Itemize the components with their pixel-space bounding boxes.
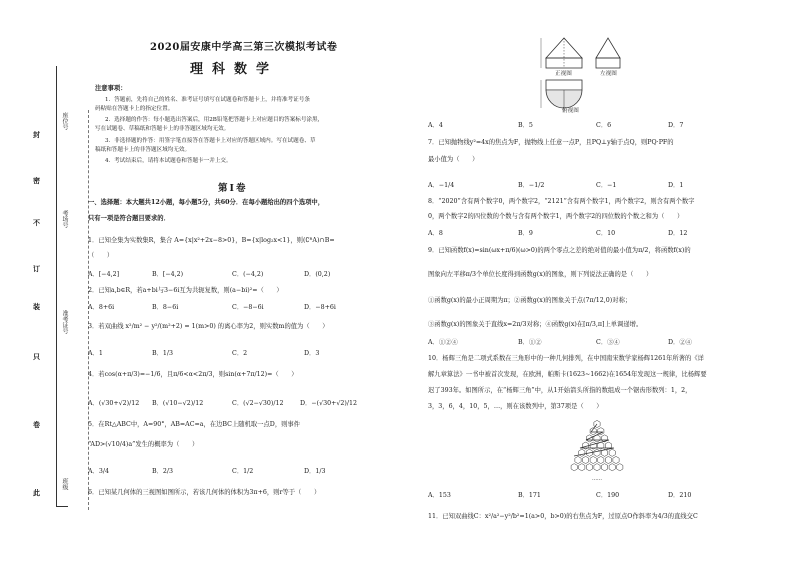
q2-option: D．−8+6i [304, 304, 336, 311]
svg-text:……: …… [592, 476, 602, 482]
q9-option: D．②④ [668, 339, 692, 346]
pascal-cell [613, 456, 619, 463]
q4-option: D．−(√30+√2)/12 [300, 400, 357, 407]
seal-char: 封 [33, 130, 40, 139]
q5-option: B．2/3 [152, 468, 174, 475]
pascal-cell [617, 464, 623, 471]
q10-option: A．153 [428, 492, 451, 499]
q5-option: D．1/3 [304, 468, 326, 475]
left-view-triangle [596, 38, 620, 58]
pascal-cell [605, 456, 611, 463]
notice-title: 注意事项： [95, 85, 127, 92]
pascal-cell [582, 456, 588, 463]
pascal-cell [594, 464, 600, 471]
pascal-cell [601, 464, 607, 471]
q1-option: C．(−4,2) [232, 271, 264, 278]
pascal-cell [586, 464, 592, 471]
notice-line: 稿纸和答题卡上的非答题区域均无效。 [95, 147, 191, 153]
section-heading: 第Ⅰ卷 [218, 183, 248, 194]
seal-char: 装 [33, 302, 40, 311]
question-10-cont: 迟了393年。如图所示，在“杨辉三角”中，从1开始箭头所指的数组成一个锯齿形数列：1，2， [428, 387, 692, 394]
pascal-cell [579, 449, 585, 456]
pascal-cell [598, 456, 604, 463]
question-9-stmt: ③函数g(x)的图象关于直线x=2π/3对称；④函数g(x)在[π/3,π]上单调递增。 [428, 321, 643, 328]
seal-char: 卷 [33, 420, 40, 429]
q3-option: D．3 [304, 350, 320, 357]
q8-option: D．12 [668, 230, 688, 237]
q8-option: B．9 [518, 230, 533, 237]
q3-option: B．1/3 [152, 350, 174, 357]
class-underline [56, 506, 68, 507]
question-4: 4．若cos(α+π/3)=−1/6，且π/6<α<2π/3，则sin(α+7π/12)=（ ） [88, 371, 298, 378]
q7-option: C．−1 [596, 182, 617, 189]
q2-option: A．8+6i [88, 304, 115, 311]
q6-option: D．7 [668, 122, 684, 129]
q9-option: A．①②④ [428, 339, 458, 346]
q2-option: C．−8−6i [232, 304, 264, 311]
question-8: 8．“2020”含有两个数字0，两个数字2，“2121”含有两个数字1，两个数字2，则含有两个数字 [428, 198, 695, 205]
q5-option: A．3/4 [88, 468, 109, 475]
q8-option: A．8 [428, 230, 443, 237]
pascal-cell [579, 464, 585, 471]
q4-option: C．(√2−√30)/12 [232, 400, 284, 407]
section-intro: 只有一项是符合题目要求的． [88, 215, 170, 222]
question-9-stmt: ①函数g(x)的最小正周期为π；②函数g(x)的图象关于点(7π/12,0)对称； [428, 297, 632, 304]
question-8-cont: 0，两个数字2的四位数的个数与含有两个数字1，两个数字2的四位数的个数之和为（ ） [428, 213, 684, 220]
question-1-paren: （ ） [88, 252, 114, 259]
q10-option: D．210 [668, 492, 692, 499]
exam-id-label: 准考证号 [61, 310, 68, 334]
q4-option: B．(√10−√2)/12 [152, 400, 204, 407]
exam-room-label: 考场号 [61, 210, 68, 228]
pascal-triangle-figure [562, 418, 632, 484]
q1-option: A．[−4,2] [88, 271, 120, 278]
seal-char: 只 [33, 352, 40, 361]
notice-line: 3．非选择题的作答：用签字笔直接答在答题卡上对应的答题区域内。写在试题卷、草 [105, 138, 316, 144]
subject-title: 理科数学 [190, 62, 279, 77]
pascal-cell [594, 449, 600, 456]
question-10: 10．杨辉三角是二项式系数在三角形中的一种几何排列，在中国南宋数学家杨辉1261年所著的《详 [428, 355, 704, 362]
q3-option: A．1 [88, 350, 103, 357]
top-view-rect [546, 80, 582, 90]
notice-line: 1．答题前，先将自己的姓名、准考证号填写在试题卷和答题卡上，并将准考证号条 [105, 97, 310, 103]
q6-option: B．5 [518, 122, 533, 129]
question-10-cont: 解九章算法》一书中被首次发现，在欧洲，帕斯卡(1623~1662)在1654年发现这一规律，比杨辉要 [428, 371, 707, 378]
q8-option: C．10 [596, 230, 616, 237]
q3-option: C．2 [232, 350, 248, 357]
q7-option: A．−1/4 [428, 182, 455, 189]
class-label: 班级 [61, 478, 68, 490]
q1-option: D．(0,2) [304, 271, 331, 278]
question-3: 3．若双曲线 x²/m² − y²/(m²+2) = 1(m>0) 的离心率为2，则实数m的值为（ ） [88, 323, 329, 330]
question-11: 11．已知双曲线C：x²/a²−y²/b²=1(a>0，b>0)的右焦点为F，过原点O作斜率为4/3的直线交C [428, 513, 698, 520]
notice-line: 码粘贴在答题卡上的指定位置。 [95, 106, 174, 112]
side-view-label: 左视图 [600, 71, 617, 77]
section-intro: 一、选择题：本大题共12小题，每小题5分，共60分．在每小题给出的四个选项中， [88, 199, 325, 206]
q9-option: B．①② [518, 339, 542, 346]
pascal-cell [575, 456, 581, 463]
left-view-rect [596, 58, 620, 68]
seat-label: 座位号 [61, 112, 68, 130]
seal-char: 订 [33, 264, 40, 273]
binding-line [56, 66, 57, 506]
question-9: 9．已知函数f(x)=sin(ωx+π/6)(ω>0)的两个零点之差的绝对值的最小值为π/2，将函数f(x)的 [428, 247, 691, 254]
seal-char: 密 [33, 176, 40, 185]
notice-line: 2．选择题的作答：每小题选出答案后，用2B铅笔把答题卡上对应题目的答案标号涂黑， [105, 117, 324, 123]
top-view-label: 俯视图 [562, 108, 579, 114]
q7-option: D．1 [668, 182, 684, 189]
q6-option: C．6 [596, 122, 612, 129]
question-6: 6．已知某几何体的三视图如图所示，若该几何体的体积为3π+6，则r等于（ ） [88, 489, 321, 496]
q6-option: A．4 [428, 122, 443, 129]
pascal-cell [609, 449, 615, 456]
q4-option: A．(√30+√2)/12 [88, 400, 140, 407]
q10-option: B．171 [518, 492, 541, 499]
q9-option: C．③④ [596, 339, 620, 346]
q10-option: C．190 [596, 492, 620, 499]
front-view-label: 正视图 [555, 71, 572, 77]
question-9-cont: 图象向左平移π/3个单位长度得到函数g(x)的图象，则下列说法正确的是（ ） [428, 271, 653, 278]
exam-title: 2020届安康中学高三第三次模拟考试卷 [150, 42, 338, 53]
q5-option: C．1/2 [232, 468, 254, 475]
question-2: 2．已知a,b∈R，若a+bi与3−6i互为共轭复数，则(a−bi)²=（ ） [88, 287, 283, 294]
question-7-cont: 最小值为（ ） [428, 156, 479, 163]
pascal-cell [571, 464, 577, 471]
question-5: 5．在Rt△ABC中，A=90°，AB=AC=a，在边BC上随机取一点D，则事件 [88, 421, 301, 428]
q2-option: B．8−6i [152, 304, 179, 311]
pascal-cell [609, 464, 615, 471]
question-5-cont: “AD>(√10/4)a”发生的概率为（ ） [88, 441, 199, 448]
question-7: 7．已知抛物线y²=4x的焦点为F，抛物线上任意一点P，且PQ⊥y轴于点Q，则PQ·PF的 [428, 139, 674, 146]
seal-char: 此 [33, 488, 40, 497]
notice-line: 4．考试结束后，请将本试题卷和答题卡一并上交。 [105, 158, 232, 164]
question-1: 1．已知全集为实数集R，集合 A={x|x²+2x−8>0}，B={x|log₂x<1}，则(∁ᴿA)∩B= [88, 237, 335, 244]
q1-option: B．[−4,2) [152, 271, 184, 278]
pascal-cell [590, 456, 596, 463]
question-10-cont: 3，3，6，4，10，5，…，则在该数列中，第37项是（ ） [428, 403, 603, 410]
notice-line: 写在试题卷、草稿纸和答题卡上的非答题区域均无效。 [95, 126, 230, 132]
q7-option: B．−1/2 [518, 182, 545, 189]
seal-char: 不 [33, 218, 40, 227]
